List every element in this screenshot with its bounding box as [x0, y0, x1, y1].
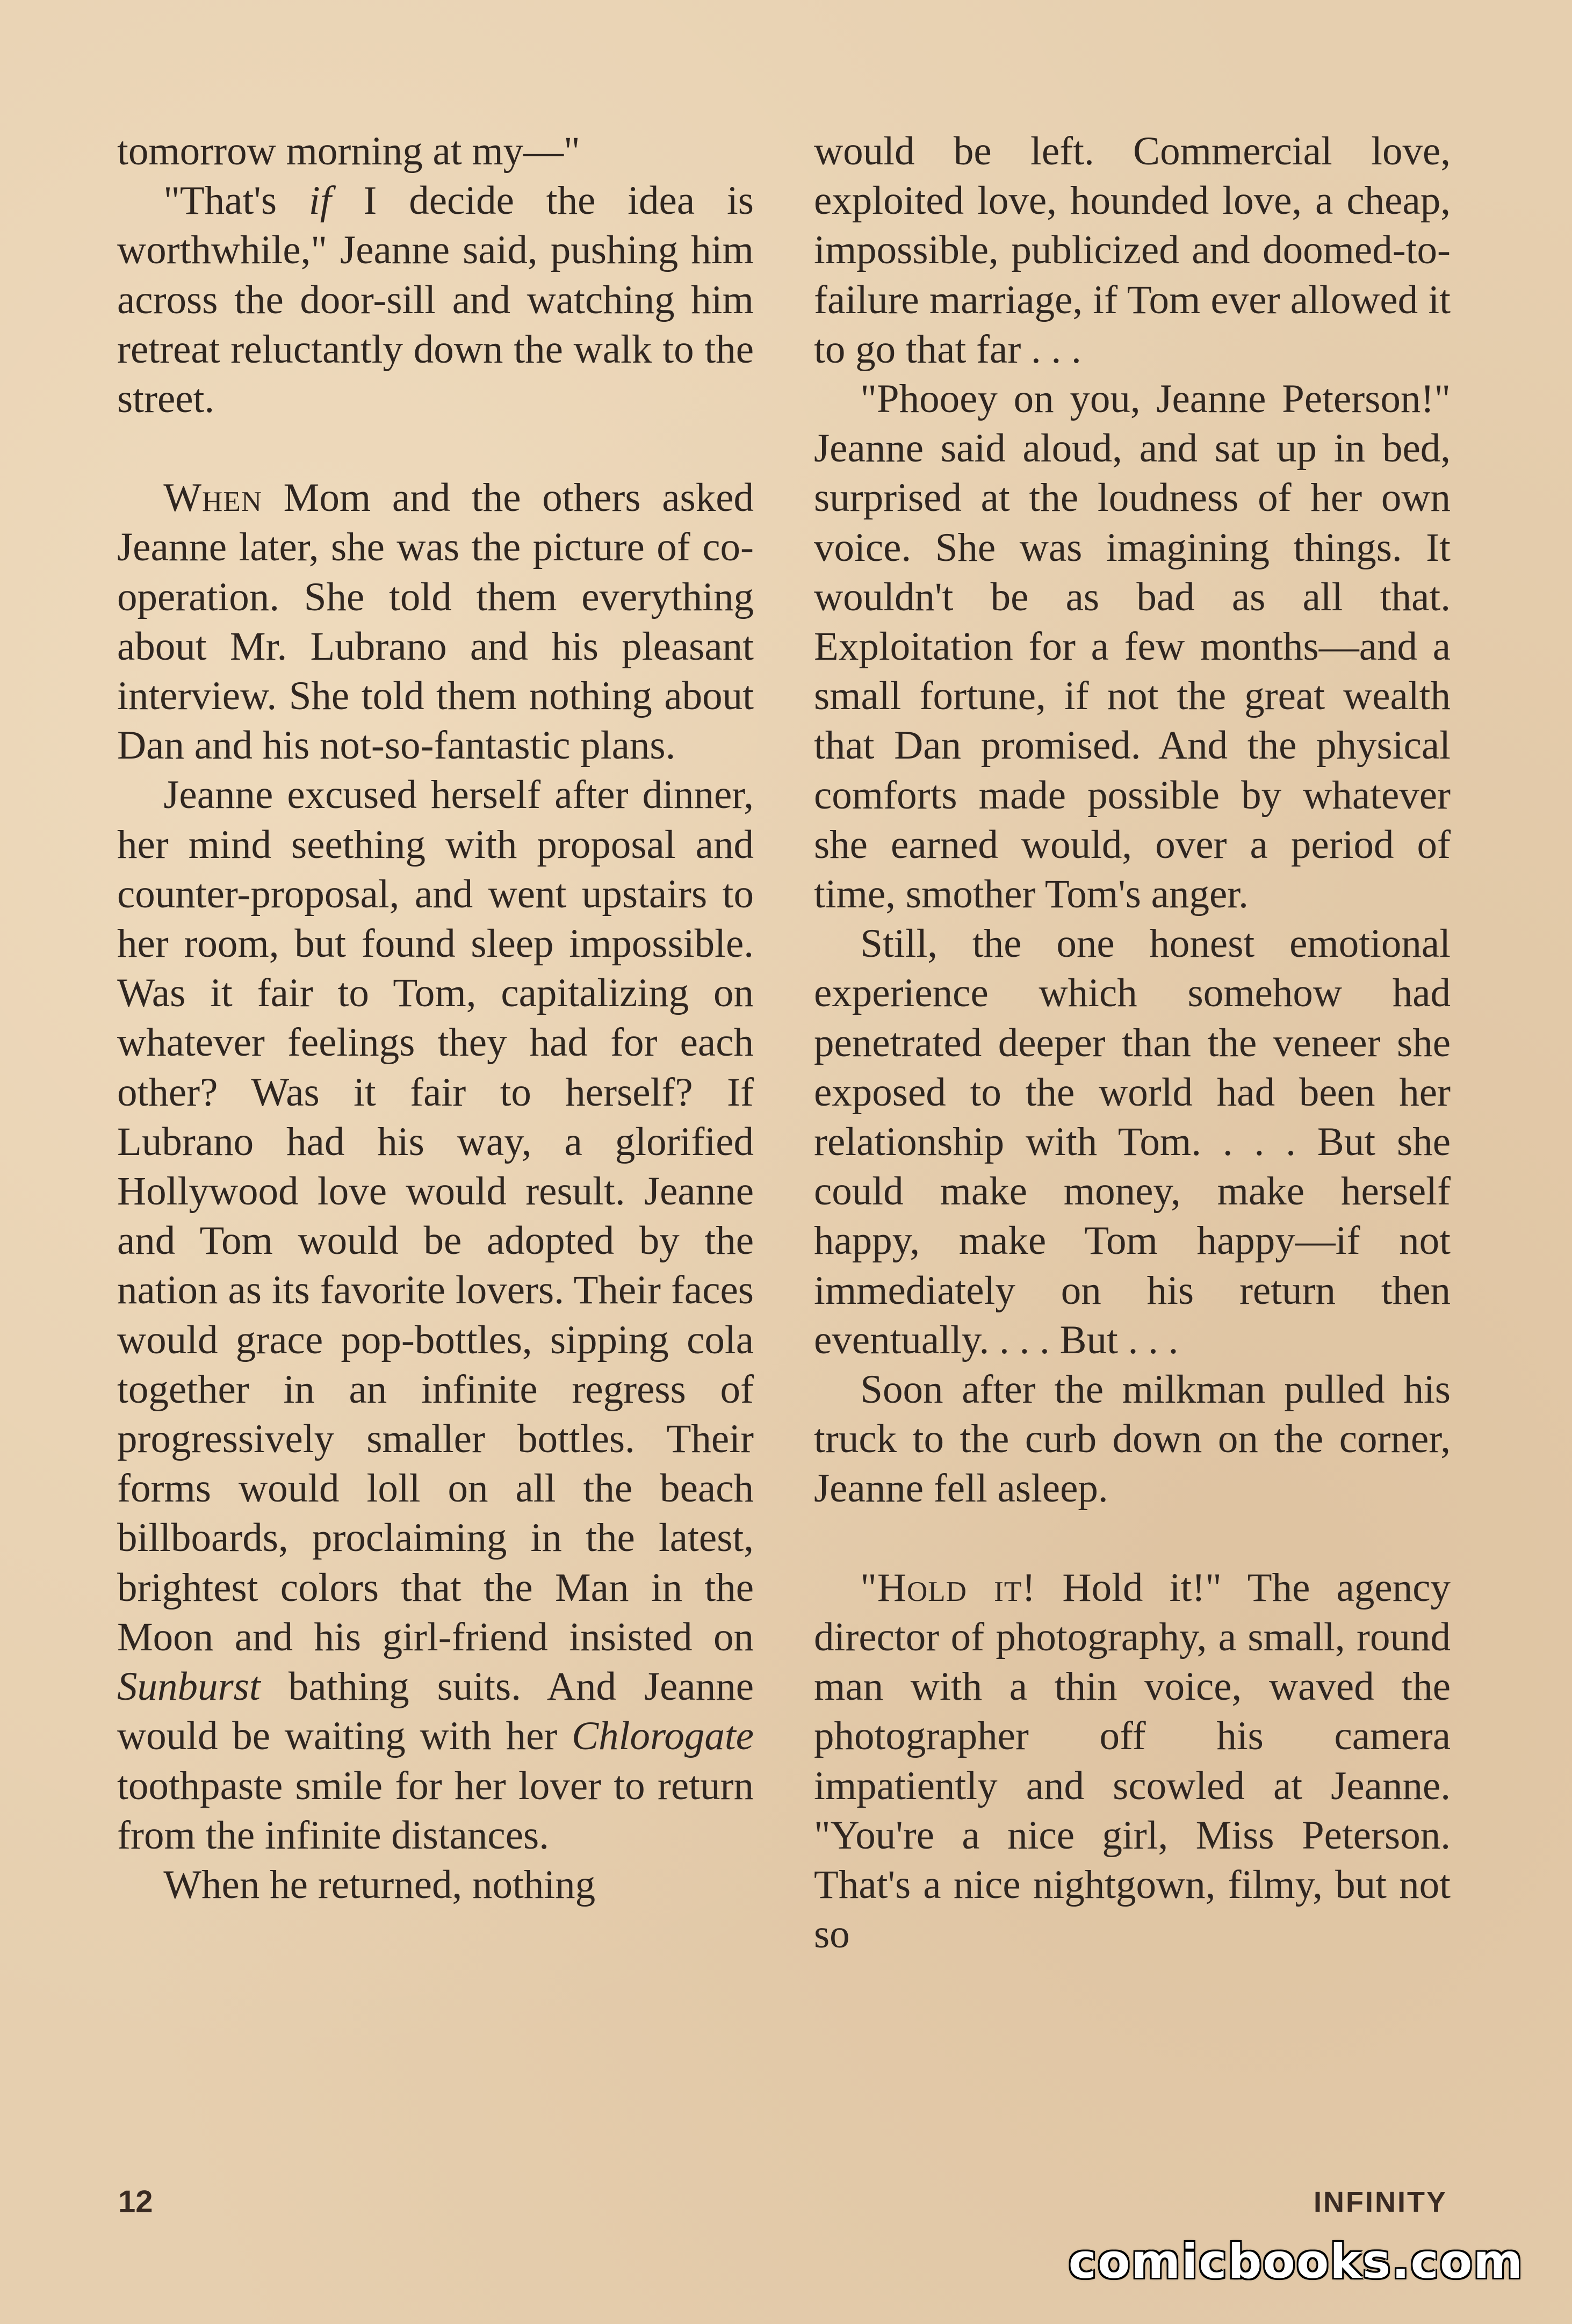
paragraph: Still, the one honest emotional experience which somehow had penetrated deeper than the veneer she exposed to the world had been her relationship with Tom. . . . But she could make money, make herself happy, make Tom happy—if not immediately on his return then eventually. . . . But . . . [814, 921, 1451, 1362]
page-number: 12 [118, 2184, 153, 2219]
section-start-paragraph: When Mom and the others asked Jeanne later, she was the picture of co-operation. She told them everything about Mr. Lubrano and his pleasant interview. She told them nothing about Dan and his not-so-fantastic plans. [117, 475, 754, 768]
section-start-paragraph: "Hold it! Hold it!" The agency director of photography, a small, round man with a thin voice, waved the photographer off his camera impatiently and scowled at Jeanne. "You're a nice girl, Miss Peterson. That's a nice nightgown, filmy, but not so [814, 1565, 1451, 1957]
paragraph: "That's if I decide the idea is worthwhile," Jeanne said, pushing him across the door-sill and watching him retreat reluctantly down the walk to the street. [117, 178, 754, 422]
left-column [117, 127, 754, 1910]
paragraph: tomorrow morning at my—" [117, 129, 580, 174]
watermark: comicbooks.com [1068, 2234, 1524, 2289]
paragraph: When he returned, nothing [163, 1862, 596, 1907]
paragraph: Soon after the milkman pulled his truck to the curb down on the corner, Jeanne fell asleep. [814, 1367, 1451, 1511]
right-column [814, 127, 1451, 1959]
drop-lead-word: When [163, 475, 262, 521]
paragraph: Jeanne excused herself after dinner, her mind seething with proposal and counter-proposal, and went upstairs to her room, but found sleep impossible. Was it fair to Tom, capitalizing on whatever feelings they had for each other? Was it fair to herself? If Lubrano had his way, a glorified Hollywood love would result. Jeanne and Tom would be adopted by the nation as its favorite lovers. Their faces would grace pop-bottles, sipping cola together in an infinite regress of progressively smaller bottles. Their forms would loll on all the beach billboards, proclaiming in the latest, brightest colors that the Man in the Moon and his girl-friend insisted on Sunburst bathing suits. And Jeanne would be waiting with her Chlorogate toothpaste smile for her lover to return from the infinite distances. [117, 773, 754, 1858]
magazine-title: INFINITY [1314, 2186, 1447, 2218]
paragraph: "Phooey on you, Jeanne Peterson!" Jeanne said aloud, and sat up in bed, surprised at the loudness of her own voice. She was imagining things. It wouldn't be as bad as all that. Exploitation for a few months—and a small fortune, if not the great wealth that Dan promised. And the physical comforts made possible by whatever she earned would, over a period of time, smother Tom's anger. [814, 377, 1451, 917]
drop-lead-word: "Hold it! [860, 1565, 1036, 1610]
paragraph: would be left. Commercial love, exploited love, hounded love, a cheap, impossible, publicized and doomed-to-failure marriage, if Tom ever allowed it to go that far . . . [814, 129, 1451, 372]
